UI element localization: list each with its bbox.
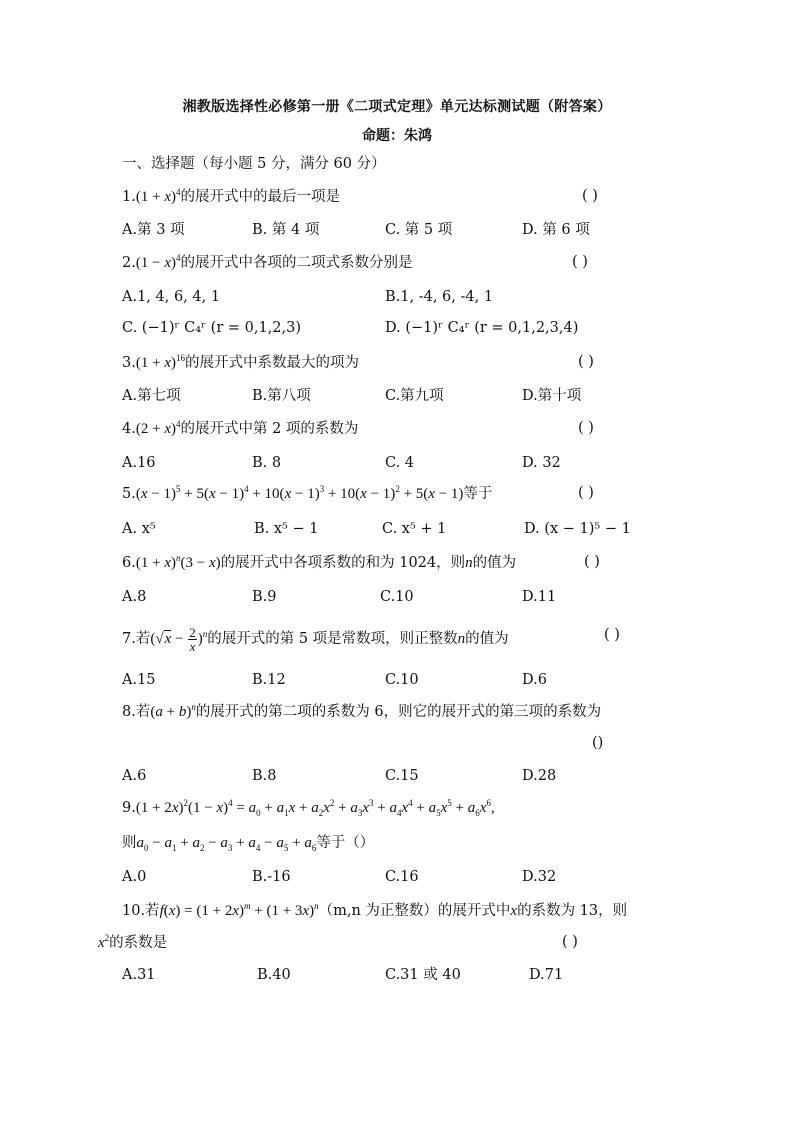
option-c: C. 4 — [385, 455, 415, 471]
question-6: $6.(1 + x)^n(3 - x)$的展开式中各项系数的和为 1024，则n的值为 — [122, 553, 517, 571]
option-b: B.9 — [252, 589, 277, 605]
option-a: A.1, 4, 6, 4, 1 — [122, 289, 221, 305]
option-d: D.11 — [522, 589, 557, 605]
option-d: D. 第 6 项 — [522, 222, 590, 238]
option-a: A.第 3 项 — [122, 222, 185, 238]
question-2: $2.(1 - x)^4$的展开式中各项的二项式系数分别是 — [122, 253, 413, 271]
question-10-formula: $f(x) = (1 + 2x)^m + (1 + 3x)^n$ — [159, 901, 319, 919]
option-c: C.31 或 40 — [385, 967, 461, 983]
question-3: $3.(1 + x)^{16}$的展开式中系数最大的项为 — [122, 353, 359, 371]
option-c: C.10 — [385, 672, 419, 688]
option-d: D. (−1)ʳ C₄ʳ (r = 0,1,2,3,4) — [385, 320, 579, 336]
question-3-formula: $(1 + x)^{16}$ — [135, 353, 185, 371]
question-2-formula: $(1 - x)^4$ — [135, 253, 181, 271]
option-a: A.0 — [122, 869, 147, 885]
option-b: B. 8 — [252, 455, 282, 471]
option-b: B. 第 4 项 — [252, 222, 320, 238]
option-a: A. x⁵ — [122, 521, 156, 537]
option-d: D.第十项 — [522, 388, 582, 404]
answer-blank: ( ) — [572, 254, 588, 270]
option-d: D.28 — [522, 768, 557, 784]
option-c: C.16 — [385, 869, 419, 885]
answer-blank: ( ) — [578, 420, 594, 436]
question-5: $5.(x - 1)^5 + 5(x - 1)^4 + 10(x - 1)^3 + 10(x - 1)^2 + 5(x - 1)$等于 — [122, 484, 493, 502]
option-b: B.8 — [252, 768, 277, 784]
option-a: A.第七项 — [122, 388, 181, 404]
answer-blank: ( ) — [584, 554, 600, 570]
option-b: B. x⁵ − 1 — [254, 521, 319, 537]
question-9-line-2: 则$a_0 - a_1 + a_2 - a_3 + a_4 - a_5 + a_6$等于（） — [122, 835, 375, 853]
question-8: 8.若$(a + b)^n$的展开式的第二项的系数为 6，则它的展开式的第三项的系数为 — [122, 702, 602, 720]
option-a: A.16 — [122, 455, 156, 471]
question-9: $9.(1 + 2x)^2(1 - x)^4 = a_0 + a_1x + a_2x^2 + a_3x^3 + a_4x^4 + a_5x^5 + a_6x^6$, — [122, 798, 495, 818]
question-7: 7.若(√x − $\frac{2}{x}$ )$^n$的展开式的第 5 项是常数项，则正整数n的值为 — [122, 625, 509, 654]
question-9-formula: $(1 + 2x)^2(1 - x)^4 = a_0 + a_1x + a_2x^2 + a_3x^3 + a_4x^4 + a_5x^5 + a_6x^6$, — [135, 798, 495, 818]
question-4-formula: $(2 + x)^4$ — [135, 419, 181, 437]
answer-blank: () — [592, 735, 604, 751]
option-d: D.6 — [522, 672, 547, 688]
answer-blank: ( ) — [578, 354, 594, 370]
option-a: A.15 — [122, 672, 156, 688]
option-b: B.第八项 — [252, 388, 311, 404]
option-b: B.-16 — [252, 869, 291, 885]
answer-blank: ( ) — [578, 485, 594, 501]
question-4: $4.(2 + x)^4$的展开式中第 2 项的系数为 — [122, 419, 359, 437]
question-6-formula: $(1 + x)^n(3 - x)$ — [135, 553, 221, 571]
question-10: 10.若$f(x) = (1 + 2x)^m + (1 + 3x)^n(m,n$ 为正整数）的展开式中x的系数为 13，则 — [122, 901, 628, 919]
option-c: C. x⁵ + 1 — [382, 521, 447, 537]
question-9-expression: $a_0 - a_1 + a_2 - a_3 + a_4 - a_5 + a_6$ — [136, 835, 317, 853]
question-10-term: $x^2$ — [98, 933, 110, 951]
question-1-formula: $(1 + x)^4$ — [135, 187, 181, 205]
question-7-formula: (√x − $\frac{2}{x}$ )$^n$ — [150, 625, 208, 654]
question-10-line-2: $x^2$的系数是 — [98, 933, 168, 951]
option-a: A.31 — [122, 967, 156, 983]
option-d: D.32 — [522, 869, 557, 885]
option-d: D.71 — [529, 967, 564, 983]
option-b: B.12 — [252, 672, 286, 688]
option-c: C. (−1)ʳ C₄ʳ (r = 0,1,2,3) — [122, 320, 302, 336]
question-1: $1.(1 + x)^4$的展开式中的最后一项是 — [122, 187, 340, 205]
option-c: C.15 — [385, 768, 419, 784]
option-a: A.8 — [122, 589, 147, 605]
section-heading: 一、选择题（每小题 5 分，满分 60 分） — [122, 156, 386, 172]
answer-blank: ( ) — [562, 934, 578, 950]
option-b: B.40 — [257, 967, 291, 983]
option-a: A.6 — [122, 768, 147, 784]
question-8-formula: $(a + b)^n$ — [150, 702, 196, 720]
document-title: 湘教版选择性必修第一册《二项式定理》单元达标测试题（附答案） — [182, 99, 612, 115]
option-d: D. (x − 1)⁵ − 1 — [524, 521, 631, 537]
option-c: C. 第 5 项 — [385, 222, 453, 238]
option-d: D. 32 — [522, 455, 561, 471]
option-c: C.10 — [380, 589, 414, 605]
document-author: 命题：朱鸿 — [362, 128, 432, 144]
option-b: B.1, -4, 6, -4, 1 — [385, 289, 494, 305]
option-c: C.第九项 — [385, 388, 444, 404]
answer-blank: ( ) — [582, 188, 598, 204]
answer-blank: ( ) — [604, 627, 620, 643]
question-5-formula: $(x - 1)^5 + 5(x - 1)^4 + 10(x - 1)^3 + 10(x - 1)^2 + 5(x - 1)$ — [135, 484, 464, 502]
